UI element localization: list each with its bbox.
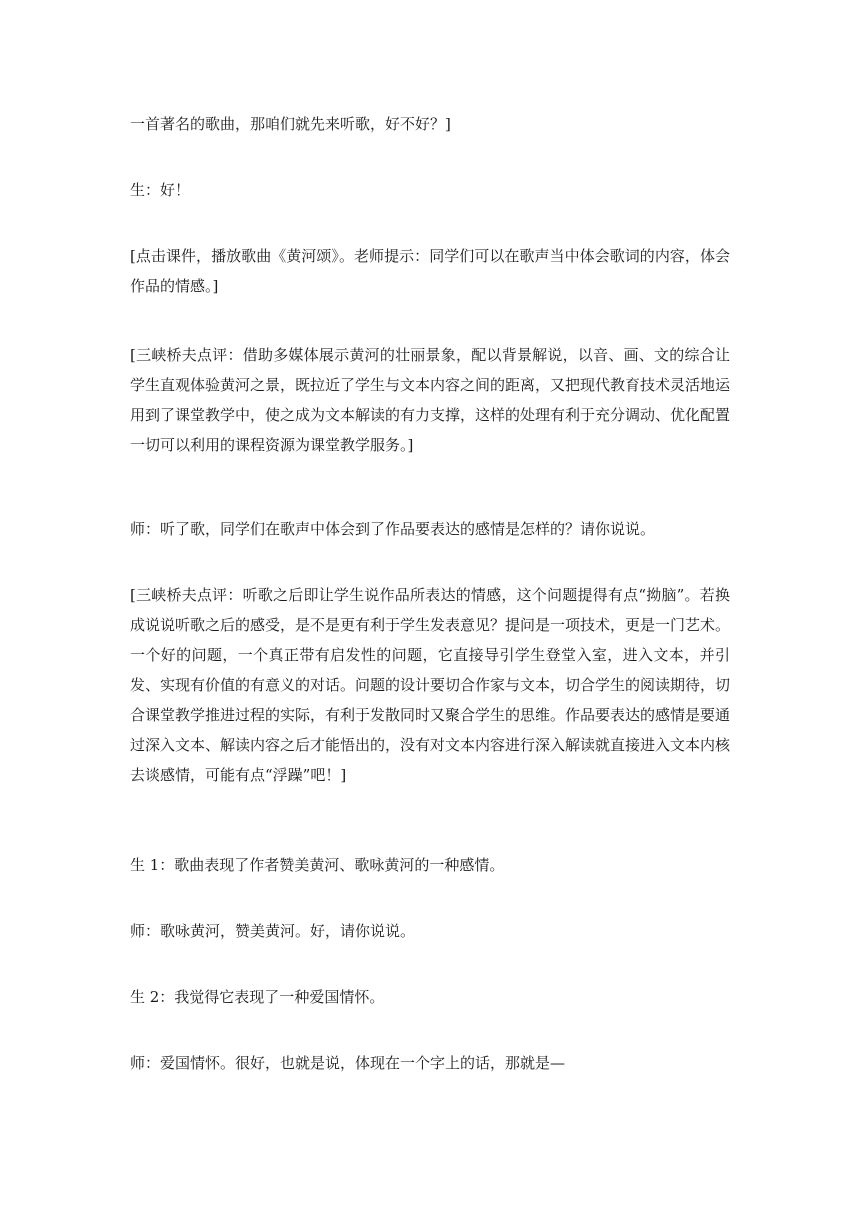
- paragraph-student-reply: 生：好！: [130, 181, 191, 199]
- paragraph-teacher-followup: 师：爱国情怀。很好，也就是说，体现在一个字上的话，那就是—: [130, 1054, 566, 1072]
- paragraph-student-2: 生 2：我觉得它表现了一种爱国情怀。: [130, 988, 385, 1006]
- paragraph-comment-questioning: [三峡桥夫点评：听歌之后即让学生说作品所表达的情感，这个问题提得有点“拗脑”。若换成说说听歌之后的感受，是不是更有利于学生发表意见？提问是一项技术，更是一门艺术。一个好的问题，一个真正带有启发性的问题，它直接导引学生登堂入室，进入文本，并引发、实现有价值的有意义的对话。问题的设计要切合作家与文本，切合学生的阅读期待，切合课堂教学推进过程的实际，有利于发散同时又聚合学生的思维。作品要表达的感情是要通过深入文本、解读内容之后才能悟出的，没有对文本内容进行深入解读就直接进入文本内核去谈感情，可能有点“浮躁”吧！]: [130, 586, 731, 784]
- paragraph-student-1: 生 1：歌曲表现了作者赞美黄河、歌咏黄河的一种感情。: [130, 856, 505, 874]
- paragraph-comment-multimedia: [三峡桥夫点评：借助多媒体展示黄河的壮丽景象，配以背景解说，以音、画、文的综合让学生直观体验黄河之景，既拉近了学生与文本内容之间的距离，又把现代教育技术灵活地运用到了课堂教学中，使之成为文本解读的有力支撑，这样的处理有利于充分调动、优化配置一切可以利用的课程资源为课堂教学服务。]: [130, 346, 731, 454]
- paragraph-song-intro: 一首著名的歌曲，那咱们就先来听歌，好不好？]: [130, 115, 451, 133]
- paragraph-teacher-question: 师：听了歌，同学们在歌声中体会到了作品要表达的感情是怎样的？请你说说。: [130, 520, 656, 538]
- paragraph-teacher-response: 师：歌咏黄河，赞美黄河。好，请你说说。: [130, 922, 416, 940]
- paragraph-play-song: [点击课件，播放歌曲《黄河颂》。老师提示：同学们可以在歌声当中体会歌词的内容，体会作品的情感。]: [130, 247, 730, 295]
